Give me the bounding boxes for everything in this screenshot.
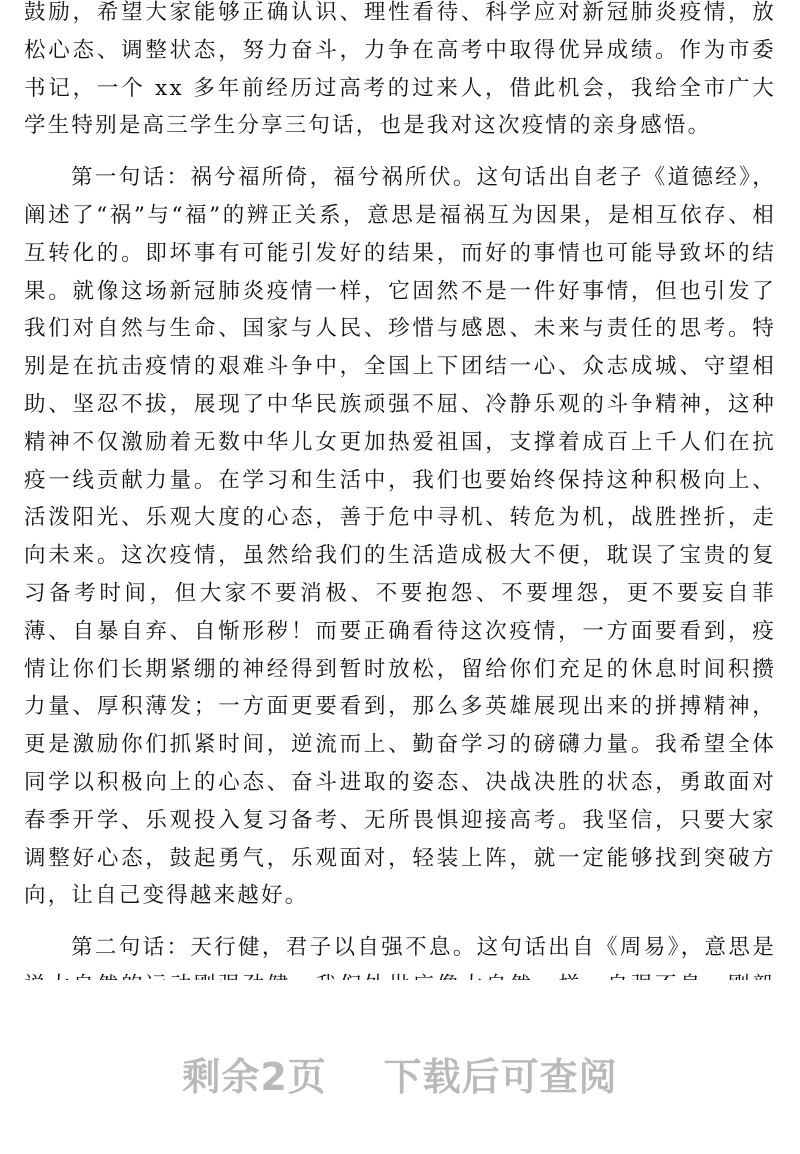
document-body xyxy=(24,0,776,1043)
remaining-pages-download-button[interactable]: 剩余2页 下载后可查阅 xyxy=(182,1055,618,1099)
paragraph-first-saying: 第一句话：祸兮福所倚，福兮祸所伏。这句话出自老子《道德经》，阐述了“祸”与“福”的辨正关系，意思是福祸互为因果，是相互依存、相互转化的。即坏事有可能引发好的结果，而好的事情也可能导致坏的结果。就像这场新冠肺炎疫情一样，它固然不是一件好事情，但也引发了我们对自然与生命、国家与人民、珍惜与感恩、未来与责任的思考。特别是在抗击疫情的艰难斗争中，全国上下团结一心、众志成城、守望相助、坚忍不拔，展现了中华民族顽强不屈、冷静乐观的斗争精神，这种精神不仅激励着无数中华儿女更加热爱祖国，支撑着成百上千人们在抗疫一线贡献力量。在学习和生活中，我们也要始终保持这种积极向上、活泼阳光、乐观大度的心态，善于危中寻机、转危为机，战胜挫折，走向未来。这次疫情，虽然给我们的生活造成极大不便，耽误了宝贵的复习备考时间，但大家不要消极、不要抱怨、不要埋怨，更不要妄自菲薄、自暴自弃、自惭形秽！而要正确看待这次疫情，一方面要看到，疫情让你们长期紧绷的神经得到暂时放松，留给你们充足的休息时间积攒力量、厚积薄发；一方面更要看到，那么多英雄展现出来的拼搏精神，更是激励你们抓紧时间，逆流而上、勤奋学习的磅礴力量。我希望全体同学以积极向上的心态、奋斗进取的姿态、决战决胜的状态，勇敢面对春季开学、乐观投入复习备考、无所畏惧迎接高考。我坚信，只要大家调整好心态，鼓起勇气，乐观面对，轻装上阵，就一定能够找到突破方向，让自己变得越来越好。 xyxy=(24,165,776,909)
paragraph-gap xyxy=(24,145,776,159)
paragraph-gap xyxy=(24,915,776,929)
paragraph-intro: 鼓励，希望大家能够正确认识、理性看待、科学应对新冠肺炎疫情，放松心态、调整状态，努力奋斗，力争在高考中取得优异成绩。作为市委书记，一个 xx 多年前经历过高考的过来人，借此机会，我给全市广大学生特别是高三学生分享三句话，也是我对这次疫情的亲身感悟。 xyxy=(24,0,776,139)
paragraph-second-saying: 第二句话：天行健，君子以自强不息。这句话出自《周易》，意思是 xyxy=(71,935,776,961)
